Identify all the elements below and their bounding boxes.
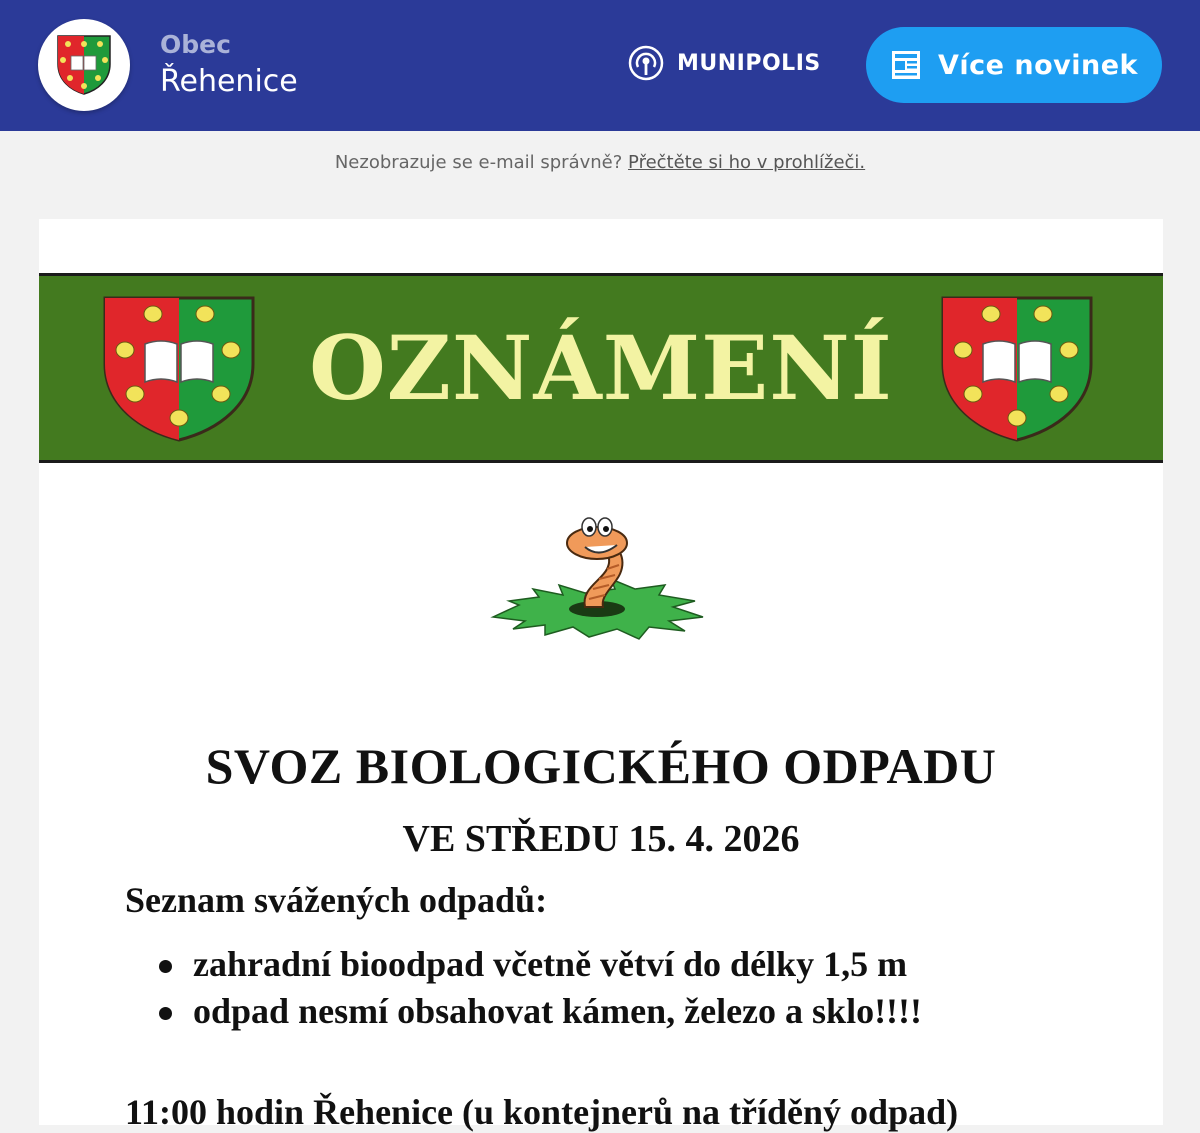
list-item [157,941,922,988]
bullet-icon [159,1007,172,1020]
browser-view-notice [0,152,1200,173]
munipolis-signal-icon [627,44,665,82]
more-news-button[interactable] [866,27,1162,103]
list-heading: Seznam svážených odpadů: [125,880,548,920]
article-date: VE STŘEDU 15. 4. 2026 [402,818,800,860]
more-news-label: Více novinek [938,49,1138,81]
list-item-text: odpad nesmí obsahovat kámen, železo a sklo!!!! [193,991,923,1031]
municipality-logo[interactable] [38,19,130,111]
content-card [39,219,1163,1132]
waste-list [157,941,922,1035]
coat-of-arms-icon [939,294,1095,442]
bullet-icon [159,960,172,973]
list-item-text: zahradní bioodpad včetně větví do délky 1,5 m [193,944,908,984]
header-bar [0,0,1200,131]
munipolis-label: MUNIPOLIS [677,50,821,76]
banner-title: OZNÁMENÍ [309,316,893,420]
announcement-banner [39,273,1163,463]
list-item [157,988,922,1035]
munipolis-brand[interactable] [627,44,821,82]
collection-time: 11:00 hodin Řehenice (u kontejnerů na tříděný odpad) [125,1092,959,1132]
org-name[interactable]: Řehenice [160,64,298,99]
newspaper-icon [890,49,922,81]
coat-of-arms-icon [56,34,112,96]
worm-illustration [489,509,709,644]
notice-text: Nezobrazuje se e-mail správně? [334,152,623,173]
view-in-browser-link[interactable]: Přečtěte si ho v prohlížeči. [628,152,866,173]
article-title: SVOZ BIOLOGICKÉHO ODPADU [205,738,997,794]
org-type: Obec [160,30,231,59]
